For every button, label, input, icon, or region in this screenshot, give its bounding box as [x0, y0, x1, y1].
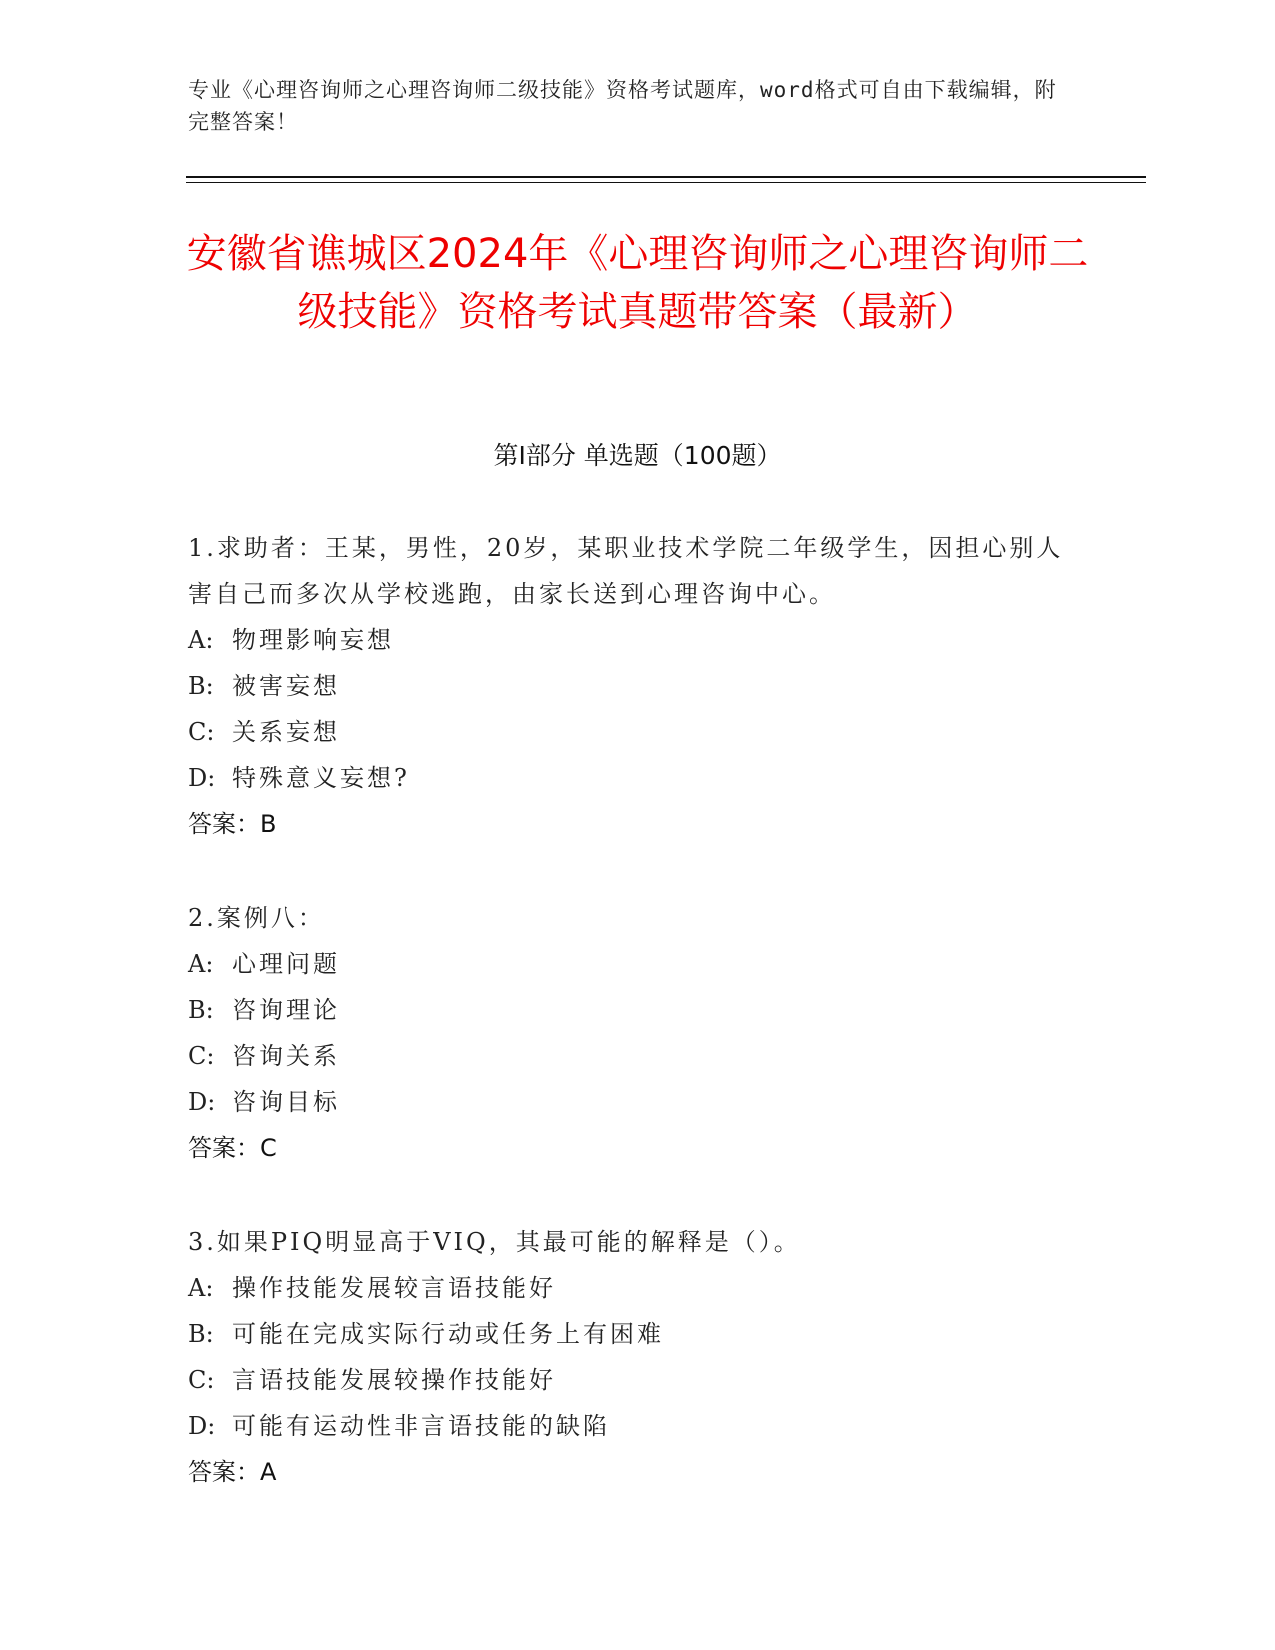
option-key: D: — [188, 764, 216, 792]
option-text: 操作技能发展较言语技能好 — [232, 1274, 556, 1302]
option-key: A: — [188, 1274, 214, 1302]
question-item — [188, 1219, 1088, 1495]
option-text: 可能在完成实际行动或任务上有困难 — [232, 1320, 664, 1348]
option-key: A: — [188, 626, 214, 654]
option-b — [188, 987, 1088, 1033]
option-key: C: — [188, 1366, 215, 1394]
question-stem: 1.求助者：王某，男性，20岁，某职业技术学院二年级学生，因担心别人害自己而多次从学校逃跑，由家长送到心理咨询中心。 — [188, 534, 1064, 608]
answer-line: 答案：C — [188, 1134, 277, 1162]
option-c — [188, 1033, 1088, 1079]
option-key: B: — [188, 672, 214, 700]
option-key: A: — [188, 950, 214, 978]
question-stem: 3.如果PIQ明显高于VIQ，其最可能的解释是（）。 — [188, 1228, 801, 1256]
option-text: 物理影响妄想 — [232, 626, 394, 654]
option-b — [188, 663, 1088, 709]
option-text: 言语技能发展较操作技能好 — [232, 1366, 556, 1394]
option-list — [188, 617, 1088, 801]
option-key: C: — [188, 718, 215, 746]
option-key: D: — [188, 1088, 216, 1116]
answer-line: 答案：B — [188, 810, 277, 838]
option-text: 咨询目标 — [232, 1088, 340, 1116]
option-key: B: — [188, 996, 214, 1024]
option-key: D: — [188, 1412, 216, 1440]
option-text: 心理问题 — [232, 950, 340, 978]
option-a — [188, 941, 1088, 987]
option-key: B: — [188, 1320, 214, 1348]
document-title: 安徽省谯城区2024年《心理咨询师之心理咨询师二级技能》资格考试真题带答案（最新） — [186, 231, 1089, 335]
option-a — [188, 1265, 1088, 1311]
answer-line: 答案：A — [188, 1458, 277, 1486]
option-key: C: — [188, 1042, 215, 1070]
question-item — [188, 525, 1088, 847]
option-text: 被害妄想 — [232, 672, 340, 700]
option-text: 可能有运动性非言语技能的缺陷 — [232, 1412, 610, 1440]
option-text: 咨询理论 — [232, 996, 340, 1024]
header-rule-thick — [186, 176, 1146, 178]
option-b — [188, 1311, 1088, 1357]
option-d — [188, 755, 1088, 801]
question-stem: 2.案例八： — [188, 904, 325, 932]
header-note: 专业《心理咨询师之心理咨询师二级技能》资格考试题库，word格式可自由下载编辑，附完整答案！ — [188, 78, 1057, 134]
option-d — [188, 1079, 1088, 1125]
question-item — [188, 895, 1088, 1171]
option-c — [188, 709, 1088, 755]
option-c — [188, 1357, 1088, 1403]
option-a — [188, 617, 1088, 663]
option-text: 咨询关系 — [232, 1042, 340, 1070]
option-text: 关系妄想 — [232, 718, 340, 746]
option-list — [188, 1265, 1088, 1449]
section-heading: 第Ⅰ部分 单选题（100题） — [493, 441, 782, 470]
option-d — [188, 1403, 1088, 1449]
option-text: 特殊意义妄想? — [232, 764, 410, 792]
option-list — [188, 941, 1088, 1125]
header-rule-thin — [186, 182, 1146, 183]
question-list — [188, 525, 1088, 1543]
